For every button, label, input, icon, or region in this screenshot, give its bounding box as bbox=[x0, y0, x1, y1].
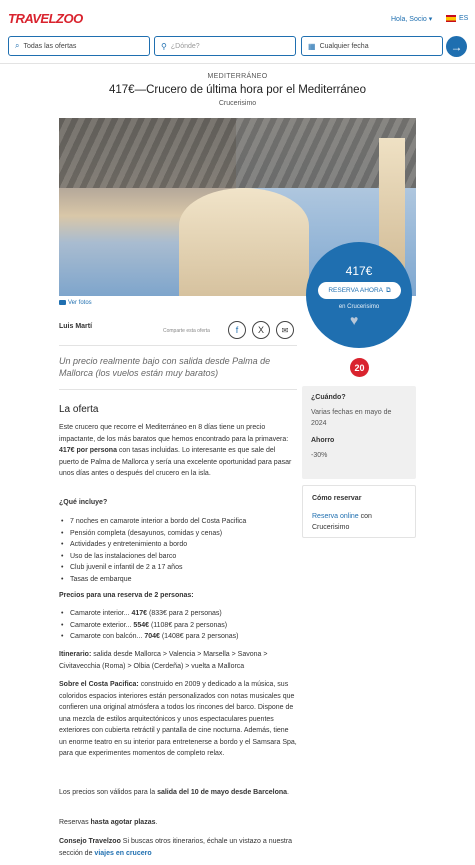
deal-category: MEDITERRÁNEO bbox=[207, 73, 268, 80]
list-item: • Camarote exterior... 554€ (1108€ para 2 personas) bbox=[59, 620, 297, 632]
facebook-icon[interactable]: f bbox=[228, 321, 246, 339]
external-link-icon: ⧉ bbox=[386, 286, 391, 294]
share-label: Comparte esta oferta bbox=[163, 328, 210, 334]
deals-select-value: Todas las ofertas bbox=[23, 42, 77, 50]
when-value: Varias fechas en mayo de 2024 bbox=[311, 409, 392, 427]
book-provider: en Crucerisimo bbox=[338, 304, 380, 310]
travelzoo-tip: Consejo Travelzoo Si buscas otros itinerarios, échale un vistazo a nuestra sección de viajes en crucero bbox=[59, 838, 293, 857]
list-item: • 7 noches en camarote interior a bordo del Costa Pacifica bbox=[59, 516, 297, 528]
book-now-label: RESERVA AHORA bbox=[328, 287, 383, 294]
when-panel bbox=[302, 386, 416, 479]
divider bbox=[59, 389, 297, 390]
camera-icon bbox=[59, 300, 66, 305]
heart-icon[interactable]: ♥ bbox=[350, 312, 359, 328]
list-item: • Uso de las instalaciones del barco bbox=[59, 551, 297, 563]
account-menu[interactable]: Hola, Socio ▾ bbox=[391, 16, 433, 23]
top-20-badge: 20 bbox=[350, 358, 369, 377]
where-placeholder: ¿Dónde? bbox=[170, 42, 200, 50]
validity: Los precios son válidos para la salida del 10 de mayo desde Barcelona. bbox=[59, 789, 289, 796]
includes-heading: ¿Qué incluye? bbox=[59, 499, 108, 506]
travelzoo-logo[interactable]: TRAVELZOO bbox=[8, 11, 83, 26]
includes-list bbox=[59, 516, 297, 585]
prices-list bbox=[59, 608, 297, 643]
date-select-value: Cualquier fecha bbox=[319, 42, 369, 50]
where-input[interactable] bbox=[154, 36, 296, 56]
list-item: • Actividades y entretenimiento a bordo bbox=[59, 539, 297, 551]
offer-intro: Este crucero que recorre el Mediterráneo en 8 días tiene un precio impactante, de los más baratos que hemos encontrado para la primavera: 417€ por persona con tasas incluidas. Lo interesante es que sale del puerto de Palma de Mallorca y sería una excelente oportunidad para pasar unos días antes o después del crucero en la isla. bbox=[59, 424, 292, 477]
prices-heading: Precios para una reserva de 2 personas: bbox=[59, 592, 194, 599]
list-item: • Tasas de embarque bbox=[59, 574, 297, 586]
reservations-note: Reservas hasta agotar plazas. bbox=[59, 819, 158, 826]
when-label: ¿Cuándo? bbox=[311, 394, 346, 401]
list-item: • Camarote con balcón... 704€ (1408€ para 2 personas) bbox=[59, 631, 297, 643]
deals-select[interactable] bbox=[8, 36, 150, 56]
book-online-link[interactable]: Reserva online bbox=[312, 513, 359, 520]
list-item: • Camarote interior... 417€ (833€ para 2 personas) bbox=[59, 608, 297, 620]
deal-title: 417€—Crucero de última hora por el Mediterráneo bbox=[109, 84, 366, 96]
x-twitter-icon[interactable]: X bbox=[252, 321, 270, 339]
offer-heading: La oferta bbox=[59, 404, 99, 415]
deal-provider: Crucerisimo bbox=[218, 100, 257, 107]
date-select[interactable] bbox=[301, 36, 443, 56]
deal-lead: Un precio realmente bajo con salida desde Palma de Mallorca (los vuelos están muy baratos) bbox=[59, 356, 271, 378]
how-to-book-panel: Cómo reservar Reserva online con Crucerisimo bbox=[302, 485, 416, 538]
arrow-right-icon: → bbox=[450, 39, 463, 54]
savings-value: -30% bbox=[311, 452, 328, 459]
cruises-link[interactable]: viajes en crucero bbox=[94, 849, 152, 857]
ship-description: Sobre el Costa Pacifica: construido en 2009 y dedicado a la música, sus coloridos espacios interiores están personalizados con notas musicales que confieren una original atmósfera a todos los rincones del barco. Dispone de una mezcla de estilos arquitectónicos y unos espectaculares puentes exteriores con cubierta retráctil y pantalla de cine nocturna. Además, tiene un enorme teatro en su interior para entretenerse a bordo y el Samsara Spa, para que experimentes momentos de completo relax. bbox=[59, 681, 297, 757]
language-selector[interactable]: ES bbox=[459, 15, 469, 22]
search-button[interactable] bbox=[446, 36, 467, 57]
search-icon: ⌕ bbox=[15, 41, 20, 50]
savings-label: Ahorro bbox=[311, 437, 335, 444]
divider bbox=[59, 345, 297, 346]
location-pin-icon: ⚲ bbox=[161, 41, 167, 51]
author-name: Luis Martí bbox=[59, 323, 93, 330]
list-item: • Pensión completa (desayunos, comidas y cenas) bbox=[59, 528, 297, 540]
how-to-book-label: Cómo reservar bbox=[312, 495, 362, 502]
book-now-button[interactable] bbox=[318, 282, 401, 299]
view-photos-label: Ver fotos bbox=[68, 300, 92, 307]
calendar-icon: ▦ bbox=[308, 41, 316, 51]
site-header bbox=[0, 0, 475, 64]
deal-price: 417€ bbox=[345, 264, 373, 278]
list-item: • Club juvenil e infantil de 2 a 17 años bbox=[59, 562, 297, 574]
itinerary: Itinerario: salida desde Mallorca > Valencia > Marsella > Savona > Civitavecchia (Roma) > Olbia (Cerdeña) > vuelta a Mallorca bbox=[59, 651, 268, 670]
spain-flag-icon[interactable] bbox=[446, 15, 456, 22]
email-icon[interactable]: ✉ bbox=[276, 321, 294, 339]
view-photos-link[interactable] bbox=[59, 300, 92, 306]
